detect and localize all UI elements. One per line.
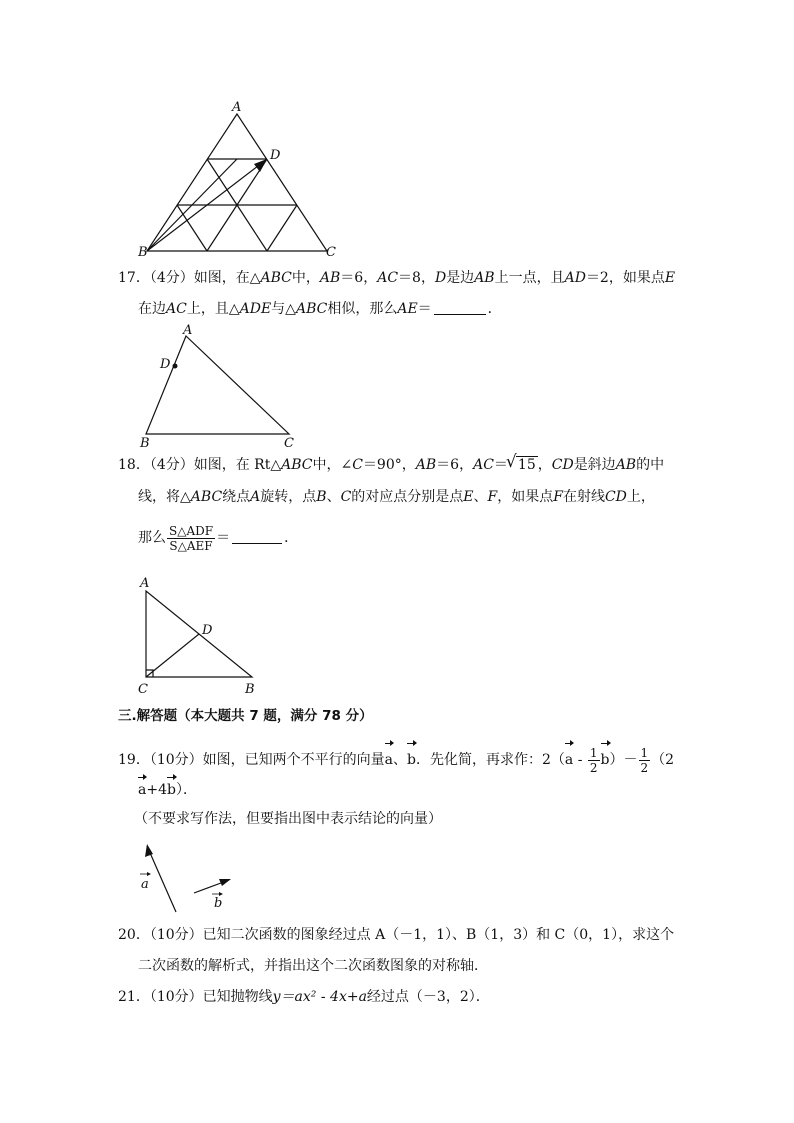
point-d	[173, 364, 178, 369]
vector-b-label: b	[214, 896, 223, 911]
label-b: B	[138, 245, 148, 260]
vector-a-label: a	[141, 877, 149, 892]
figure-q17-triangle	[136, 324, 306, 450]
arrowhead-icon	[219, 879, 231, 886]
label-d: D	[202, 623, 213, 638]
vector-b: b	[407, 740, 416, 774]
vector-a-arrow	[147, 846, 176, 912]
figure-triangle-grid	[130, 96, 340, 264]
answer-blank[interactable]	[434, 300, 486, 315]
fraction-half: $\frac{1}{2}$	[589, 745, 598, 775]
vector-a: a	[385, 740, 393, 774]
parabola-formula: y＝ax² - 4x+a	[272, 989, 367, 1005]
fraction-half: $\frac{1}{2}$	[640, 745, 649, 775]
label-b: B	[245, 682, 255, 697]
vector-b: b	[601, 740, 610, 774]
arrowhead-icon	[254, 159, 267, 172]
area-ratio-fraction: $\frac{\text{S△ADF}}{\text{S△AEF}}$	[169, 523, 214, 553]
figure-q18-right-triangle	[134, 574, 269, 698]
vector-b: b	[167, 774, 176, 800]
vector-a: a	[138, 774, 146, 800]
q21-line: 21．（10分）已知抛物线y＝ax² - 4x+a经过点（－3，2）．	[118, 989, 490, 1005]
vector-a: a	[565, 740, 573, 774]
q18-line2: 线，将△ABC绕点A旋转，点B、C的对应点分别是点E、F，如果点F在射线CD上，	[138, 489, 655, 505]
q17-line1: 17．（4分）如图，在△ABC中，AB＝6，AC＝8，D是边AB上一点，且AD＝2，如果点E	[118, 270, 676, 286]
q18-line1: 18．（4分）如图，在 Rt△ABC中，∠C＝90°，AB＝6，AC＝√ 15 ，CD是斜边AB的中	[118, 455, 664, 475]
q19-line2: a+4b）．	[138, 774, 197, 800]
label-a: A	[183, 324, 193, 338]
q19-note: （不要求写作法，但要指出图中表示结论的向量）	[134, 811, 442, 827]
label-a: A	[140, 576, 150, 591]
q18-line3: 那么 $\frac{\text{S△ADF}}{\text{S△AEF}}$ ＝ ．	[138, 523, 299, 553]
figure-q19-vectors	[134, 838, 244, 918]
label-d: D	[160, 357, 171, 372]
label-d: D	[270, 148, 281, 163]
label-c: C	[138, 682, 148, 697]
arrowhead-icon	[145, 844, 153, 857]
q20-line2: 二次函数的解析式，并指出这个二次函数图象的对称轴．	[138, 958, 488, 974]
answer-blank[interactable]	[232, 529, 282, 544]
q20-line1: 20．（10分）已知二次函数的图象经过点 A（－1，1）、B（1，3）和 C（0，1），求这个	[118, 927, 675, 943]
label-c: C	[284, 436, 294, 450]
label-c: C	[326, 245, 336, 260]
label-b: B	[140, 436, 150, 450]
section-heading: 三.解答题（本大题共 7 题，满分 78 分）	[118, 708, 373, 724]
q17-line2: 在边AC上，且△ADE与△ABC相似，那么AE＝ ．	[138, 301, 502, 317]
label-a: A	[232, 100, 242, 115]
sqrt-15: √ 15	[516, 456, 538, 473]
q19-line1: 19．（10分）如图，已知两个不平行的向量a、b．先化简，再求作：2（a - $\frac{1}{2}$ b）－ $\frac{1}{2}$ （2	[118, 740, 674, 775]
